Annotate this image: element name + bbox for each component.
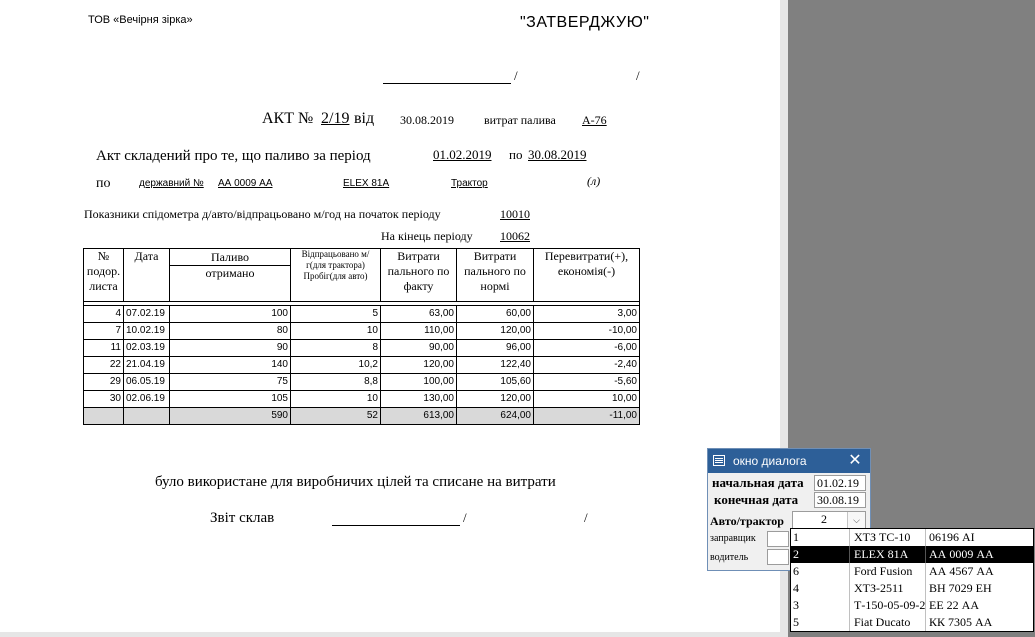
header-fuel-received: отримано [170, 266, 291, 302]
odometer-start-label: Показники спідометра д/авто/відпрацьовано м/год на початок періоду [84, 207, 441, 221]
odometer-start: 10010 [500, 207, 530, 221]
cell-diff: -5,60 [534, 374, 640, 391]
compiled-slash-2: / [584, 510, 588, 525]
period-start: 01.02.2019 [433, 147, 492, 162]
cell-worked: 8,8 [291, 374, 381, 391]
reg-label: державний № [139, 178, 204, 189]
by-label: по [96, 176, 111, 191]
table-row [84, 323, 640, 340]
header-diff: Перевитрати(+), економія(-) [534, 249, 640, 302]
dialog-titlebar[interactable] [708, 449, 870, 473]
company-name: ТОВ «Вечірня зірка» [88, 14, 193, 26]
vehicle-dropdown-list [790, 528, 1034, 632]
dropdown-item[interactable] [791, 614, 1033, 631]
act-title: АКТ № [262, 110, 314, 127]
period-end: 30.08.2019 [528, 147, 587, 162]
dropdown-item-reg: АА 0009 АА [925, 546, 1035, 563]
cell-date: 21.04.19 [124, 357, 170, 374]
cell-num: 4 [84, 306, 124, 323]
cell-norm: 96,00 [457, 340, 534, 357]
close-icon[interactable]: ✕ [848, 452, 862, 469]
fuel-table [83, 248, 640, 425]
dropdown-item[interactable] [791, 546, 1033, 563]
header-norm: Витрати пального по нормі [457, 249, 534, 302]
dropdown-item-id: 4 [793, 581, 799, 595]
dropdown-item[interactable] [791, 597, 1033, 614]
compiled-by-label: Звіт склав [210, 510, 275, 526]
form-icon [713, 455, 725, 466]
cell-diff: -6,00 [534, 340, 640, 357]
act-date: 30.08.2019 [400, 113, 454, 127]
cell-fuel: 140 [170, 357, 291, 374]
page-bottom-edge [0, 632, 788, 637]
dropdown-item-model: Т-150-05-09-2 [849, 597, 928, 614]
cell-diff: -2,40 [534, 357, 640, 374]
dropdown-item[interactable] [791, 529, 1033, 546]
total-fuel: 590 [170, 408, 291, 425]
dropdown-item-reg: АА 4567 АА [925, 563, 1035, 580]
cell-fact: 63,00 [381, 306, 457, 323]
vehicle-model: ELEX 81A [343, 178, 390, 189]
cell-diff: 10,00 [534, 391, 640, 408]
start-date-label: начальная дата [712, 475, 804, 490]
cell-fact: 100,00 [381, 374, 457, 391]
vehicle-type: Трактор [451, 178, 488, 189]
vehicle-combobox-value: 2 [821, 512, 827, 526]
cell-fuel: 105 [170, 391, 291, 408]
chevron-down-icon[interactable]: ⌵ [847, 512, 865, 528]
cell-worked: 8 [291, 340, 381, 357]
fueler-combobox[interactable] [767, 531, 789, 547]
cell-num: 7 [84, 323, 124, 340]
total-blank-2 [124, 408, 170, 425]
end-date-input[interactable]: 30.08.19 [814, 492, 866, 508]
dropdown-item[interactable] [791, 580, 1033, 597]
dropdown-item-id: 6 [793, 564, 799, 578]
cell-norm: 120,00 [457, 391, 534, 408]
table-row [84, 357, 640, 374]
act-from: від [354, 110, 375, 127]
fuel-cost-label: витрат палива [484, 113, 556, 127]
cell-fuel: 90 [170, 340, 291, 357]
dropdown-item-id: 5 [793, 615, 799, 629]
total-worked: 52 [291, 408, 381, 425]
header-trip-number: № подор. листа [84, 249, 124, 302]
cell-num: 30 [84, 391, 124, 408]
cell-date: 06.05.19 [124, 374, 170, 391]
total-norm: 624,00 [457, 408, 534, 425]
vehicle-label: Авто/трактор [710, 514, 784, 528]
signature-slash: / [514, 68, 518, 83]
table-row [84, 306, 640, 323]
end-date-label: конечная дата [714, 492, 799, 507]
dropdown-item-reg: ВН 7029 ЕН [925, 580, 1035, 597]
signature-line [383, 83, 511, 84]
header-fuel: Паливо [170, 249, 291, 266]
dialog-title: окно диалога [733, 454, 807, 468]
cell-fact: 110,00 [381, 323, 457, 340]
dropdown-item-model: ELEX 81A [849, 546, 928, 563]
dropdown-item-id: 3 [793, 598, 799, 612]
dropdown-item-model: ХТЗ-2511 [849, 580, 928, 597]
fueler-label: заправщик [710, 533, 756, 544]
dropdown-item-id: 2 [793, 547, 799, 561]
cell-worked: 5 [291, 306, 381, 323]
unit-label: (л) [587, 174, 601, 188]
odometer-end-label: На кінець періоду [381, 229, 473, 243]
cell-date: 07.02.19 [124, 306, 170, 323]
cell-num: 29 [84, 374, 124, 391]
total-diff: -11,00 [534, 408, 640, 425]
signature-slash-2: / [636, 68, 640, 83]
driver-label: водитель [710, 552, 749, 563]
cell-diff: -10,00 [534, 323, 640, 340]
cell-fact: 120,00 [381, 357, 457, 374]
cell-worked: 10 [291, 391, 381, 408]
dropdown-item-model: Ford Fusion [849, 563, 928, 580]
dropdown-item[interactable] [791, 563, 1033, 580]
cell-fact: 130,00 [381, 391, 457, 408]
approve-heading: "ЗАТВЕРДЖУЮ" [520, 14, 650, 31]
cell-date: 02.03.19 [124, 340, 170, 357]
compiled-signature-line [332, 525, 460, 526]
cell-fuel: 80 [170, 323, 291, 340]
driver-combobox[interactable] [767, 549, 789, 565]
table-row [84, 340, 640, 357]
odometer-end: 10062 [500, 229, 530, 243]
dropdown-item-model: ХТЗ ТС-10 [849, 529, 928, 546]
cell-diff: 3,00 [534, 306, 640, 323]
cell-fuel: 100 [170, 306, 291, 323]
total-row [84, 408, 640, 425]
total-fact: 613,00 [381, 408, 457, 425]
cell-num: 22 [84, 357, 124, 374]
cell-norm: 122,40 [457, 357, 534, 374]
cell-worked: 10,2 [291, 357, 381, 374]
act-number: 2/19 [321, 110, 350, 127]
table-row [84, 391, 640, 408]
cell-norm: 60,00 [457, 306, 534, 323]
cell-fact: 90,00 [381, 340, 457, 357]
dropdown-item-reg: 06196 АІ [925, 529, 1035, 546]
start-date-input[interactable]: 01.02.19 [814, 475, 866, 491]
compiled-slash: / [463, 510, 467, 525]
dropdown-item-reg: КК 7305 АА [925, 614, 1035, 631]
fuel-type: А-76 [582, 113, 607, 127]
cell-date: 02.06.19 [124, 391, 170, 408]
cell-num: 11 [84, 340, 124, 357]
used-text: було використане для виробничих цілей та списане на витрати [155, 474, 556, 490]
cell-norm: 105,60 [457, 374, 534, 391]
period-text: Акт складений про те, що паливо за період [96, 148, 371, 164]
dropdown-item-model: Fiat Ducato [849, 614, 928, 631]
header-fact: Витрати пального по факту [381, 249, 457, 302]
header-date: Дата [124, 249, 170, 302]
total-blank-1 [84, 408, 124, 425]
cell-norm: 120,00 [457, 323, 534, 340]
reg-number: АА 0009 АА [218, 178, 273, 189]
header-worked: Відпрацьовано м/г(для трактора) Пробіг(для авто) [291, 249, 381, 302]
dropdown-item-reg: ЕЕ 22 АА [925, 597, 1035, 614]
cell-fuel: 75 [170, 374, 291, 391]
table-row [84, 374, 640, 391]
dropdown-item-id: 1 [793, 530, 799, 544]
cell-date: 10.02.19 [124, 323, 170, 340]
vehicle-combobox[interactable] [792, 511, 866, 529]
period-to: по [509, 147, 523, 162]
cell-worked: 10 [291, 323, 381, 340]
